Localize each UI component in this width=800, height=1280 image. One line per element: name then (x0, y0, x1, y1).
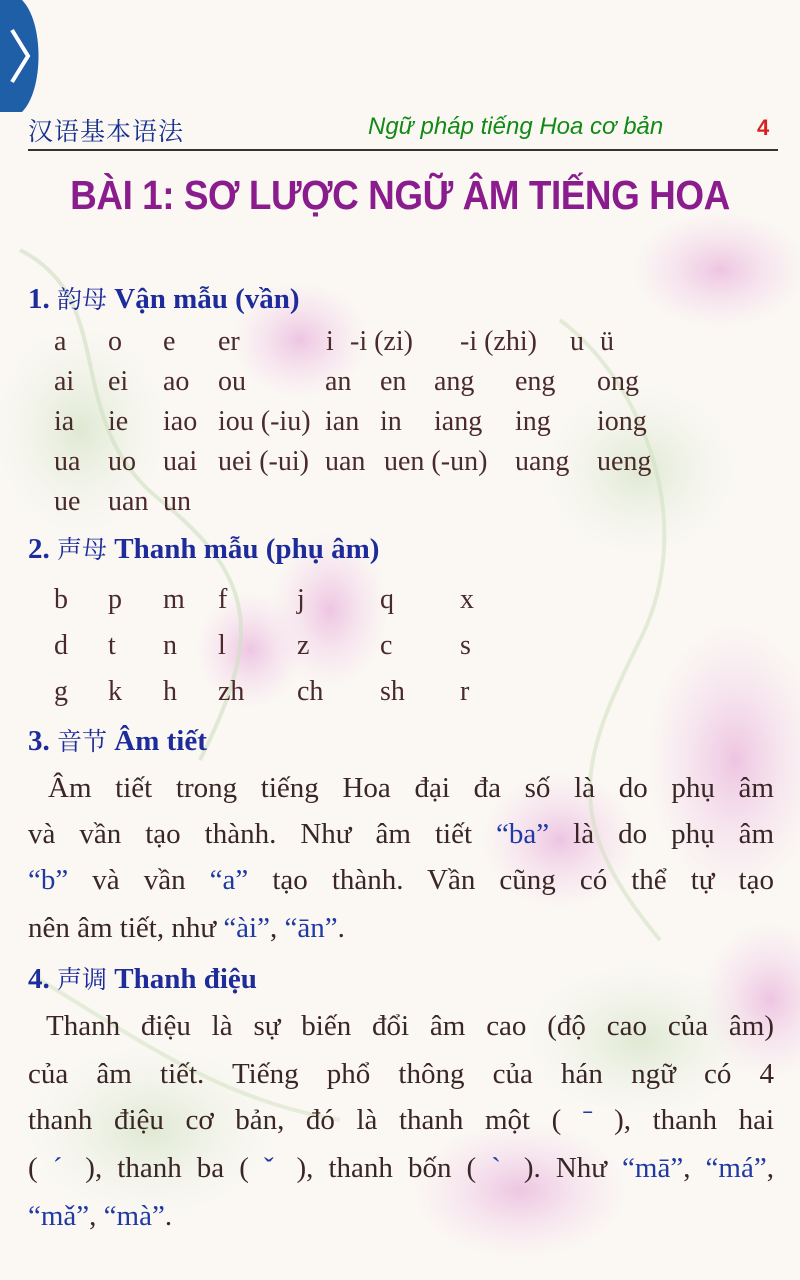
section-vietnamese-term: Âm tiết (114, 725, 207, 757)
initials-cell: n (163, 630, 177, 661)
finals-cell: ai (54, 366, 75, 397)
section-heading-initials (28, 530, 379, 566)
text-run: , (683, 1152, 706, 1184)
quoted-example: “mā” (622, 1152, 684, 1184)
text-run: ), thanh ba ( (70, 1152, 264, 1184)
quoted-example: “mǎ” (28, 1200, 90, 1232)
text-run: . (337, 912, 345, 944)
paragraph-line (28, 1058, 774, 1091)
finals-cell: ia (54, 406, 75, 437)
finals-cell: iong (597, 406, 647, 437)
finals-cell: ao (163, 366, 190, 397)
initials-cell: f (218, 584, 228, 615)
finals-cell: ang (434, 366, 475, 397)
quoted-example: “mà” (103, 1200, 165, 1232)
paragraph-line (28, 864, 774, 897)
text-run: Âm tiết trong tiếng Hoa đại đa số là do phụ âm (48, 772, 774, 804)
section-chinese-term: 音节 (57, 727, 108, 756)
section-number: 3. (28, 725, 50, 757)
initials-cell: k (108, 676, 122, 707)
tone-mark-fourth: ˋ (491, 1152, 509, 1184)
finals-cell: ei (108, 366, 129, 397)
finals-cell: uan (108, 486, 149, 517)
initials-cell: p (108, 584, 122, 615)
initials-cell: g (54, 676, 68, 707)
finals-cell: a (54, 326, 67, 357)
text-run: và vần (68, 864, 210, 896)
section-heading-finals (28, 280, 300, 316)
tone-mark-second: ˊ (52, 1152, 71, 1184)
text-run: của âm tiết. Tiếng phổ thông của hán ngữ có 4 (28, 1058, 774, 1090)
finals-cell: i (326, 326, 334, 357)
initials-cell: x (460, 584, 474, 615)
finals-cell: ou (218, 366, 246, 397)
quoted-example: “a” (209, 864, 249, 896)
initials-cell: b (54, 584, 68, 615)
text-run: , (766, 1152, 774, 1184)
section-vietnamese-term: Thanh mẫu (phụ âm) (114, 533, 380, 565)
text-run: Thanh điệu là sự biến đổi âm cao (độ cao của âm) (46, 1010, 774, 1042)
section-chinese-term: 声调 (57, 965, 108, 994)
quoted-example: “ba” (496, 818, 550, 850)
finals-cell: un (163, 486, 191, 517)
initials-cell: c (380, 630, 393, 661)
initials-cell: t (108, 630, 116, 661)
finals-cell: u (570, 326, 584, 357)
quoted-example: “má” (705, 1152, 767, 1184)
quoted-example: “ài” (223, 912, 270, 944)
finals-cell: iang (434, 406, 483, 437)
initials-cell: zh (218, 676, 245, 707)
section-number: 2. (28, 533, 50, 565)
text-run: , (89, 1200, 104, 1232)
finals-cell: iou (-iu) (218, 406, 311, 437)
text-run: , (269, 912, 285, 944)
finals-cell: -i (zhi) (460, 326, 537, 357)
section-number: 1. (28, 283, 50, 315)
paragraph-line (28, 1200, 774, 1233)
text-run: tạo thành. Vần cũng có thể tự tạo (248, 864, 774, 896)
previous-page-tab[interactable] (0, 0, 46, 112)
finals-cell: eng (515, 366, 556, 397)
section-vietnamese-term: Vận mẫu (vần) (114, 283, 300, 315)
header-divider (28, 149, 778, 151)
initials-cell: l (218, 630, 226, 661)
finals-cell: iao (163, 406, 198, 437)
finals-cell: ue (54, 486, 81, 517)
finals-cell: o (108, 326, 122, 357)
finals-cell: uai (163, 446, 198, 477)
text-run: ), thanh bốn ( (281, 1152, 492, 1184)
book-title-chinese: 汉语基本语法 (28, 117, 185, 146)
initials-cell: s (460, 630, 471, 661)
paragraph-line (28, 912, 774, 945)
tone-mark-first: ˉ (582, 1104, 593, 1136)
tone-mark-third: ˇ (263, 1152, 282, 1184)
paragraph-line (28, 1152, 774, 1185)
finals-cell: ueng (597, 446, 652, 477)
text-run: và vần tạo thành. Như âm tiết (28, 818, 497, 850)
paragraph-line (28, 1104, 774, 1137)
book-title-vietnamese: Ngữ pháp tiếng Hoa cơ bản (368, 113, 664, 140)
text-run: ), thanh hai (592, 1104, 774, 1136)
initials-cell: sh (380, 676, 405, 707)
section-vietnamese-term: Thanh điệu (114, 963, 257, 995)
finals-cell: an (325, 366, 352, 397)
finals-cell: uang (515, 446, 570, 477)
finals-cell: ing (515, 406, 551, 437)
finals-cell: ian (325, 406, 360, 437)
initials-cell: d (54, 630, 68, 661)
lesson-title: BÀI 1: SƠ LƯỢC NGỮ ÂM TIẾNG HOA (70, 172, 730, 218)
initials-cell: z (297, 630, 310, 661)
text-run: là do phụ âm (549, 818, 775, 850)
initials-cell: ch (297, 676, 324, 707)
finals-cell: uei (-ui) (218, 446, 309, 477)
quoted-example: “ān” (284, 912, 338, 944)
text-run: ( (28, 1152, 53, 1184)
quoted-example: “b” (28, 864, 69, 896)
section-heading-syllable (28, 722, 207, 758)
finals-cell: -i (zi) (350, 326, 413, 357)
finals-cell: ua (54, 446, 81, 477)
section-number: 4. (28, 963, 50, 995)
finals-cell: ie (108, 406, 129, 437)
finals-cell: er (218, 326, 240, 357)
paragraph-line (28, 818, 774, 851)
paragraph-line (28, 772, 774, 805)
initials-cell: q (380, 584, 394, 615)
initials-cell: j (297, 584, 305, 615)
page-number: 4 (757, 115, 770, 140)
text-run: thanh điệu cơ bản, đó là thanh một ( (28, 1104, 583, 1136)
paragraph-line (28, 1010, 774, 1043)
finals-cell: e (163, 326, 176, 357)
finals-cell: uo (108, 446, 136, 477)
finals-cell: ong (597, 366, 639, 397)
initials-cell: h (163, 676, 177, 707)
initials-cell: r (460, 676, 470, 707)
finals-cell: ü (600, 326, 614, 357)
finals-cell: in (380, 406, 402, 437)
text-run: nên âm tiết, như (28, 912, 224, 944)
finals-cell: en (380, 366, 407, 397)
finals-cell: uan (325, 446, 366, 477)
section-chinese-term: 韵母 (57, 285, 108, 314)
initials-cell: m (163, 584, 185, 615)
section-heading-tones (28, 960, 257, 996)
text-run: ). Như (508, 1152, 623, 1184)
text-run: . (164, 1200, 173, 1232)
finals-cell: uen (-un) (384, 446, 488, 477)
section-chinese-term: 声母 (57, 535, 108, 564)
